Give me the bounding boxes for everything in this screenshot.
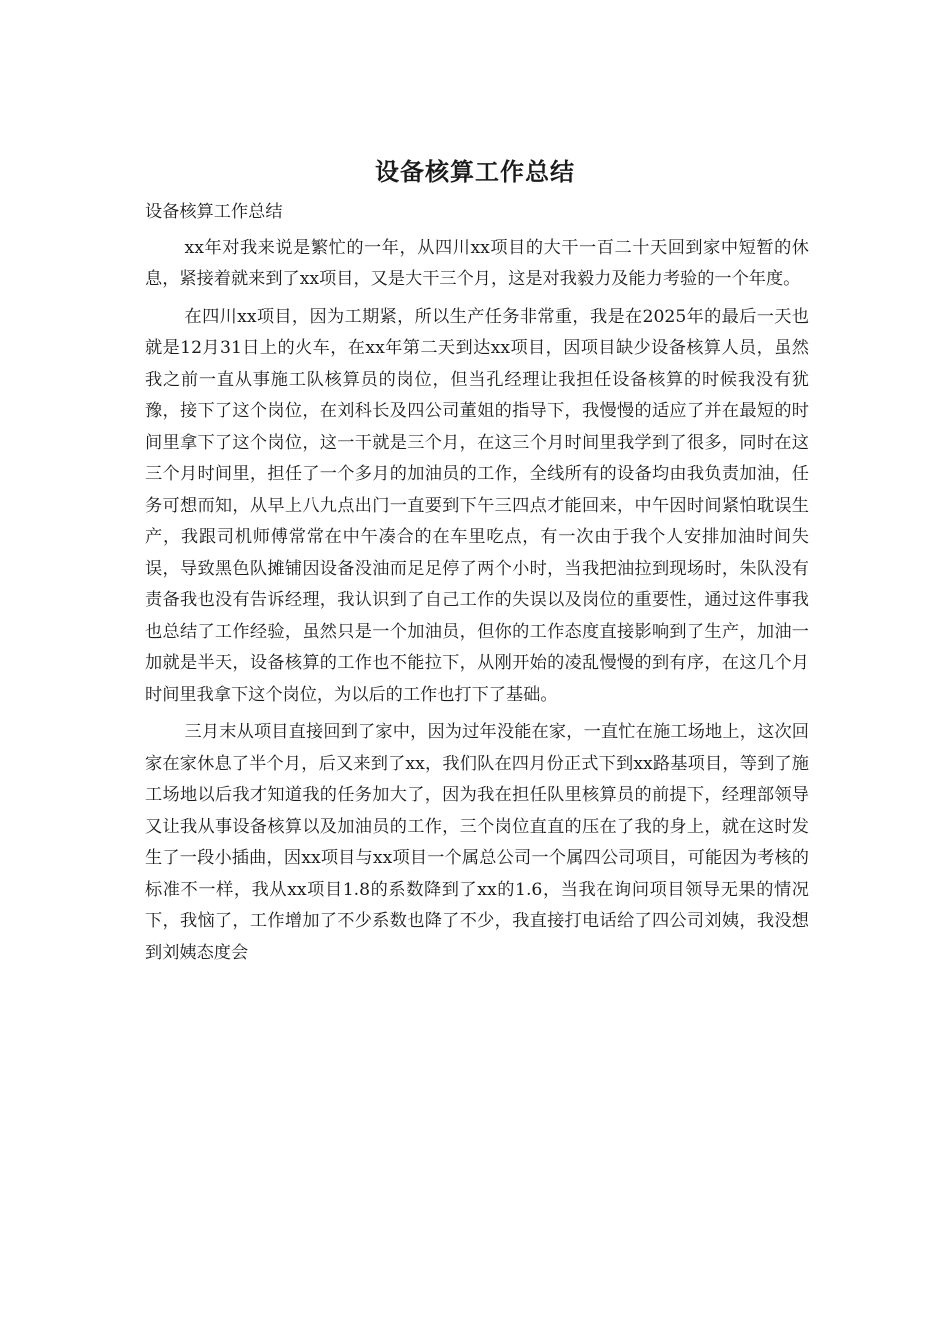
paragraph-3: 三月末从项目直接回到了家中，因为过年没能在家，一直忙在施工场地上，这次回家在家休息了半个月，后又来到了xx，我们队在四月份正式下到xx路基项目，等到了施工场地以后我才知道我的任务加大了，因为我在担任队里核算员的前提下，经理部领导又让我从事设备核算以及加油员的工作，三个岗位直直的压在了我的身上，就在这时发生了一段小插曲，因xx项目与xx项目一个属总公司一个属四公司项目，可能因为考核的标准不一样，我从xx项目1.8的系数降到了xx的1.6，当我在询问项目领导无果的情况下，我恼了，工作增加了不少系数也降了不少，我直接打电话给了四公司刘姨，我没想到刘姨态度会 (145, 722, 809, 963)
paragraph-1: xx年对我来说是繁忙的一年，从四川xx项目的大干一百二十天回到家中短暂的休息，紧接着就来到了xx项目，又是大干三个月，这是对我毅力及能力考验的一个年度。 (145, 237, 809, 289)
document-subtitle: 设备核算工作总结 (145, 202, 283, 222)
paragraph-2: 在四川xx项目，因为工期紧，所以生产任务非常重，我是在2025年的最后一天也就是12月31日上的火车，在xx年第二天到达xx项目，因项目缺少设备核算人员，虽然我之前一直从事施工队核算员的岗位，但当孔经理让我担任设备核算的时候我没有犹豫，接下了这个岗位，在刘科长及四公司董姐的指导下，我慢慢的适应了并在最短的时间里拿下了这个岗位，这一干就是三个月，在这三个月时间里我学到了很多，同时在这三个月时间里，担任了一个多月的加油员的工作，全线所有的设备均由我负责加油，任务可想而知，从早上八九点出门一直要到下午三四点才能回来，中午因时间紧怕耽误生产，我跟司机师傅常常在中午凑合的在车里吃点，有一次由于我个人安排加油时间失误，导致黑色队摊铺因设备没油而足足停了两个小时，当我把油拉到现场时，朱队没有责备我也没有告诉经理，我认识到了自己工作的失误以及岗位的重要性，通过这件事我也总结了工作经验，虽然只是一个加油员，但你的工作态度直接影响到了生产，加油一加就是半天，设备核算的工作也不能拉下，从刚开始的凌乱慢慢的到有序，在这几个月时间里我拿下这个岗位，为以后的工作也打下了基础。 (145, 306, 809, 705)
document-body (145, 197, 809, 975)
document-title: 设备核算工作总结 (375, 157, 575, 186)
